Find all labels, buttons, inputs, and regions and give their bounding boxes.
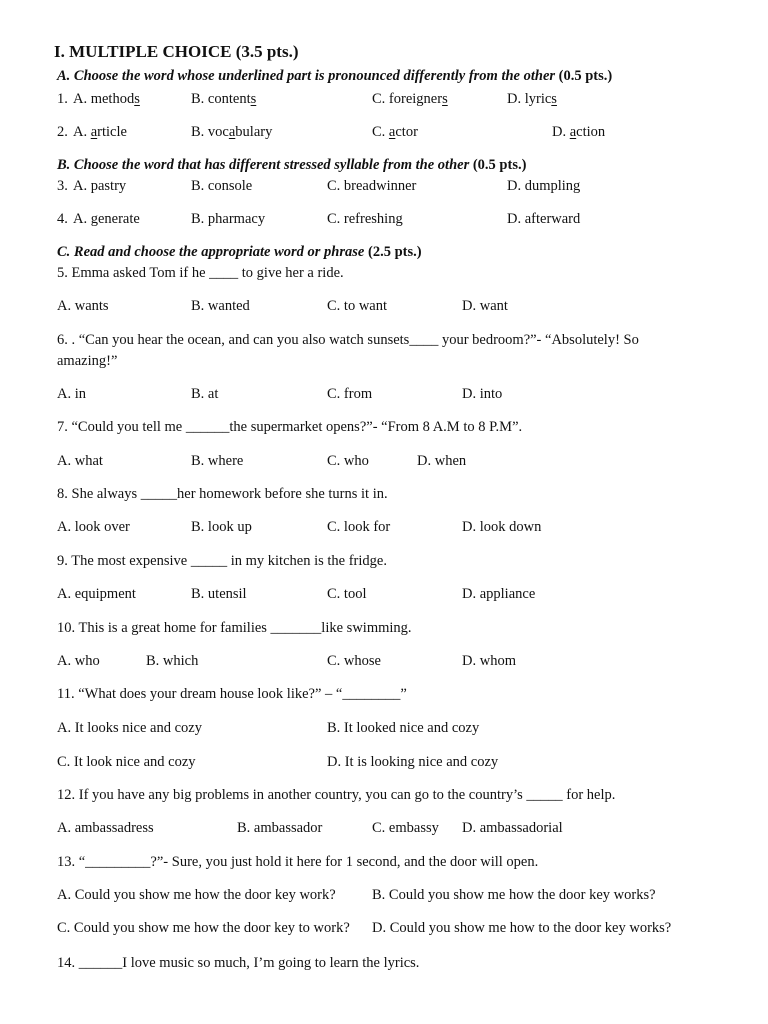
option-a: A. article (73, 124, 127, 140)
question-text: 12. If you have any big problems in another country, you can go to the country’s _____ for help. (57, 787, 616, 803)
option-b: B. which (146, 653, 199, 669)
question-text: 11. “What does your dream house look like?” – “________” (57, 686, 407, 702)
page-title: I. MULTIPLE CHOICE (3.5 pts.) (54, 42, 299, 61)
option-d: D. when (417, 453, 467, 469)
option-b: B. console (191, 178, 253, 194)
question-number: 3. (57, 178, 68, 194)
option-d: D. ambassadorial (462, 820, 563, 836)
question-text: 5. Emma asked Tom if he ____ to give her a ride. (57, 265, 344, 281)
question-number: 1. (57, 91, 68, 107)
option-c: C. breadwinner (327, 178, 417, 194)
option-b: B. ambassador (237, 820, 323, 836)
option-b: B. vocabulary (191, 124, 273, 140)
option-d: D. lyrics (507, 91, 557, 107)
section-a-heading (57, 67, 612, 85)
option-d: D. Could you show me how to the door key works? (372, 920, 672, 936)
option-d: D. want (462, 298, 508, 314)
question-text: 7. “Could you tell me ______the supermarket opens?”- “From 8 A.M to 8 P.M”. (57, 419, 523, 435)
option-a: A. Could you show me how the door key work? (57, 887, 336, 903)
option-a: A. equipment (57, 586, 136, 602)
section-a-points: (0.5 pts.) (558, 68, 613, 84)
option-c: C. from (327, 386, 373, 402)
option-d: D. It is looking nice and cozy (327, 754, 499, 770)
option-d: D. into (462, 386, 503, 402)
option-b: B. look up (191, 519, 252, 535)
option-a: A. in (57, 386, 86, 402)
option-d: D. afterward (507, 211, 581, 227)
option-a: A. ambassadress (57, 820, 154, 836)
option-b: B. pharmacy (191, 211, 266, 227)
question-text: 6. . “Can you hear the ocean, and can you also watch sunsets____ your bedroom?”- “Absolutely! So (57, 332, 639, 348)
option-a: A. what (57, 453, 103, 469)
option-d: D. action (552, 124, 606, 140)
option-c: C. It look nice and cozy (57, 754, 196, 770)
option-b: B. at (191, 386, 219, 402)
option-c: C. to want (327, 298, 388, 314)
section-b-label: B. Choose the word that has different stressed syllable from the other (57, 157, 470, 173)
option-b: B. wanted (191, 298, 250, 314)
question-text: 14. ______I love music so much, I’m going to learn the lyrics. (57, 955, 420, 971)
section-c-points: (2.5 pts.) (367, 244, 422, 260)
option-c: C. tool (327, 586, 367, 602)
question-text: 10. This is a great home for families _______like swimming. (57, 620, 412, 636)
option-c: C. look for (327, 519, 391, 535)
option-a: A. pastry (73, 178, 127, 194)
option-d: D. appliance (462, 586, 536, 602)
option-a: A. who (57, 653, 100, 669)
question-text: 9. The most expensive _____ in my kitchen is the fridge. (57, 553, 387, 569)
option-c: C. whose (327, 653, 381, 669)
section-c-heading (57, 243, 422, 261)
option-a: A. wants (57, 298, 109, 314)
question-number: 4. (57, 211, 68, 227)
option-c: C. Could you show me how the door key to work? (57, 920, 350, 936)
option-b: B. where (191, 453, 244, 469)
option-c: C. actor (372, 124, 418, 140)
option-a: A. look over (57, 519, 130, 535)
option-a: A. It looks nice and cozy (57, 720, 202, 736)
section-b-points: (0.5 pts.) (472, 157, 527, 173)
question-text-continued: amazing!” (57, 353, 118, 369)
section-b-heading (57, 156, 526, 174)
option-d: D. look down (462, 519, 542, 535)
option-c: C. who (327, 453, 369, 469)
option-a: A. generate (73, 211, 140, 227)
question-text: 8. She always _____her homework before she turns it in. (57, 486, 388, 502)
option-c: C. embassy (372, 820, 439, 836)
option-b: B. contents (191, 91, 257, 107)
option-d: D. dumpling (507, 178, 581, 194)
section-a-label: A. Choose the word whose underlined part is pronounced differently from the other (57, 68, 556, 84)
question-text: 13. “_________?”- Sure, you just hold it here for 1 second, and the door will open. (57, 854, 539, 870)
section-c-label: C. Read and choose the appropriate word or phrase (57, 244, 365, 260)
question-number: 2. (57, 124, 68, 140)
option-b: B. utensil (191, 586, 247, 602)
option-c: C. refreshing (327, 211, 403, 227)
option-c: C. foreigners (372, 91, 448, 107)
option-b: B. It looked nice and cozy (327, 720, 480, 736)
option-b: B. Could you show me how the door key works? (372, 887, 656, 903)
option-d: D. whom (462, 653, 516, 669)
option-a: A. methods (73, 91, 140, 107)
